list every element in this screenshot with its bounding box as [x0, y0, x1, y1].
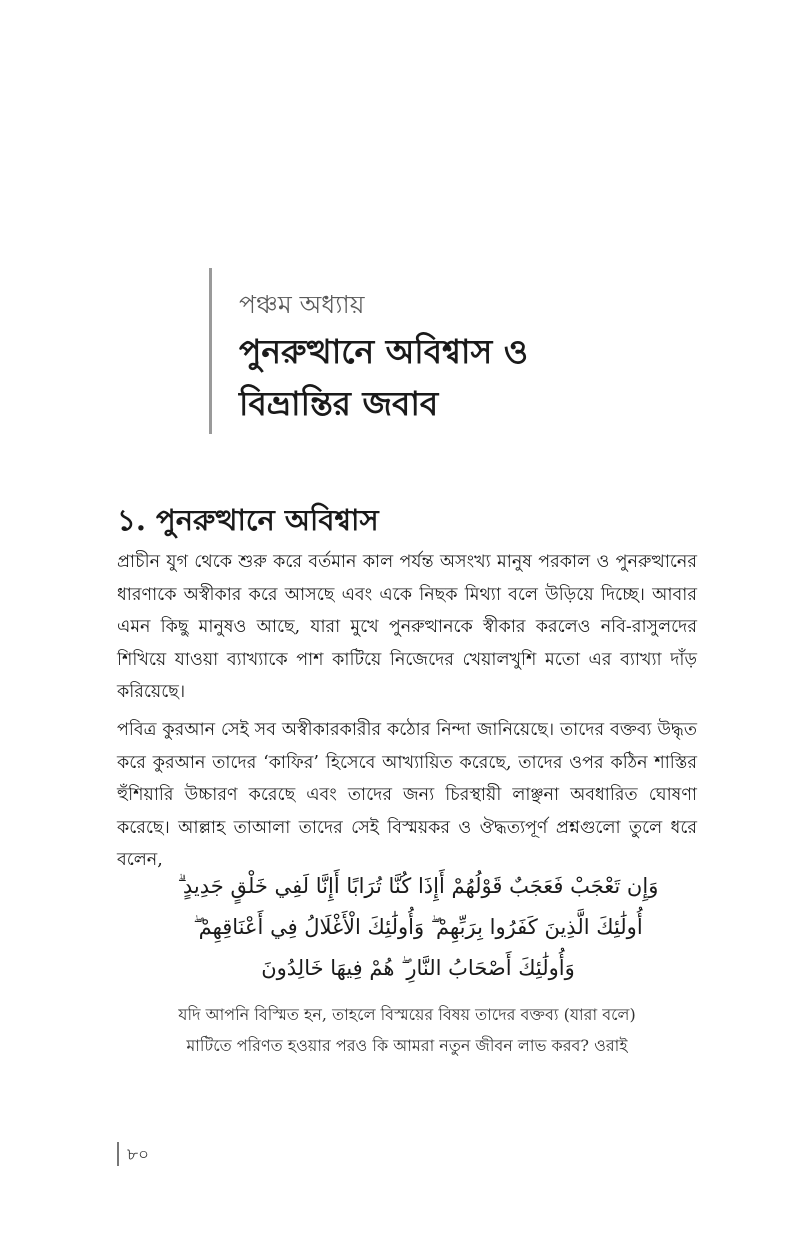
page-number: ৮০ [127, 1145, 150, 1165]
chapter-vertical-rule [209, 268, 212, 434]
folio-rule [117, 1142, 119, 1166]
arabic-verse-line-3: وَأُولَٰئِكَ أَصْحَابُ النَّارِ ۖ هُمْ فِيهَا خَالِدُونَ [261, 956, 575, 980]
body-paragraph-2: পবিত্র কুরআন সেই সব অস্বীকারকারীর কঠোর নিন্দা জানিয়েছে। তাদের বক্তব্য উদ্ধৃত করে কুরআন তাদের ‘কাফির’ হিসেবে আখ্যায়িত করেছে, তাদের ওপর কঠিন শাস্তির হুঁশিয়ারি উচ্চারণ করেছে এবং তাদের জন্য চিরস্থায়ী লাঞ্ছনা অবধারিত ঘোষণা করেছে। আল্লাহ তাআলা তাদের সেই বিস্ময়কর ও ঔদ্ধত্যপূর্ণ প্রশ্নগুলো তুলে ধরে বলেন, [117, 720, 697, 870]
translation-line-2: মাটিতে পরিণত হওয়ার পরও কি আমরা নতুন জীবন লাভ করব? ওরাই [186, 1036, 628, 1055]
section-heading: ১. পুনরুত্থানে অবিশ্বাস [117, 503, 379, 537]
arabic-verse-line-1: وَإِن تَعْجَبْ فَعَجَبٌ قَوْلُهُمْ أَإِذَا كُنَّا تُرَابًا أَإِنَّا لَفِي خَلْقٍ جَدِيدٍ ۗ [177, 874, 659, 898]
verse-translation [117, 999, 697, 1061]
arabic-verse [140, 866, 696, 989]
chapter-label: পঞ্চম অধ্যায় [239, 290, 365, 319]
chapter-title [239, 326, 528, 430]
arabic-verse-line-2: أُولَٰئِكَ الَّذِينَ كَفَرُوا بِرَبِّهِمْ ۖ وَأُولَٰئِكَ الْأَغْلَالُ فِي أَعْنَاقِهِمْ ۖ [193, 915, 643, 939]
body-paragraph-1: প্রাচীন যুগ থেকে শুরু করে বর্তমান কাল পর্যন্ত অসংখ্য মানুষ পরকাল ও পুনরুত্থানের ধারণাকে অস্বীকার করে আসছে এবং একে নিছক মিথ্যা বলে উড়িয়ে দিচ্ছে। আবার এমন কিছু মানুষও আছে, যারা মুখে পুনরুত্থানকে স্বীকার করলেও নবি-রাসুলদের শিখিয়ে যাওয়া ব্যাখ্যাকে পাশ কাটিয়ে নিজেদের খেয়ালখুশি মতো এর ব্যাখ্যা দাঁড় করিয়েছে। [117, 552, 697, 702]
chapter-title-line-2: বিভ্রান্তির জবাব [239, 384, 439, 423]
chapter-title-line-1: পুনরুত্থানে অবিশ্বাস ও [239, 332, 529, 371]
chapter-header [209, 268, 729, 434]
translation-line-1: যদি আপনি বিস্মিত হন, তাহলে বিস্ময়ের বিষয় তাদের বক্তব্য (যারা বলে) [178, 1005, 636, 1024]
